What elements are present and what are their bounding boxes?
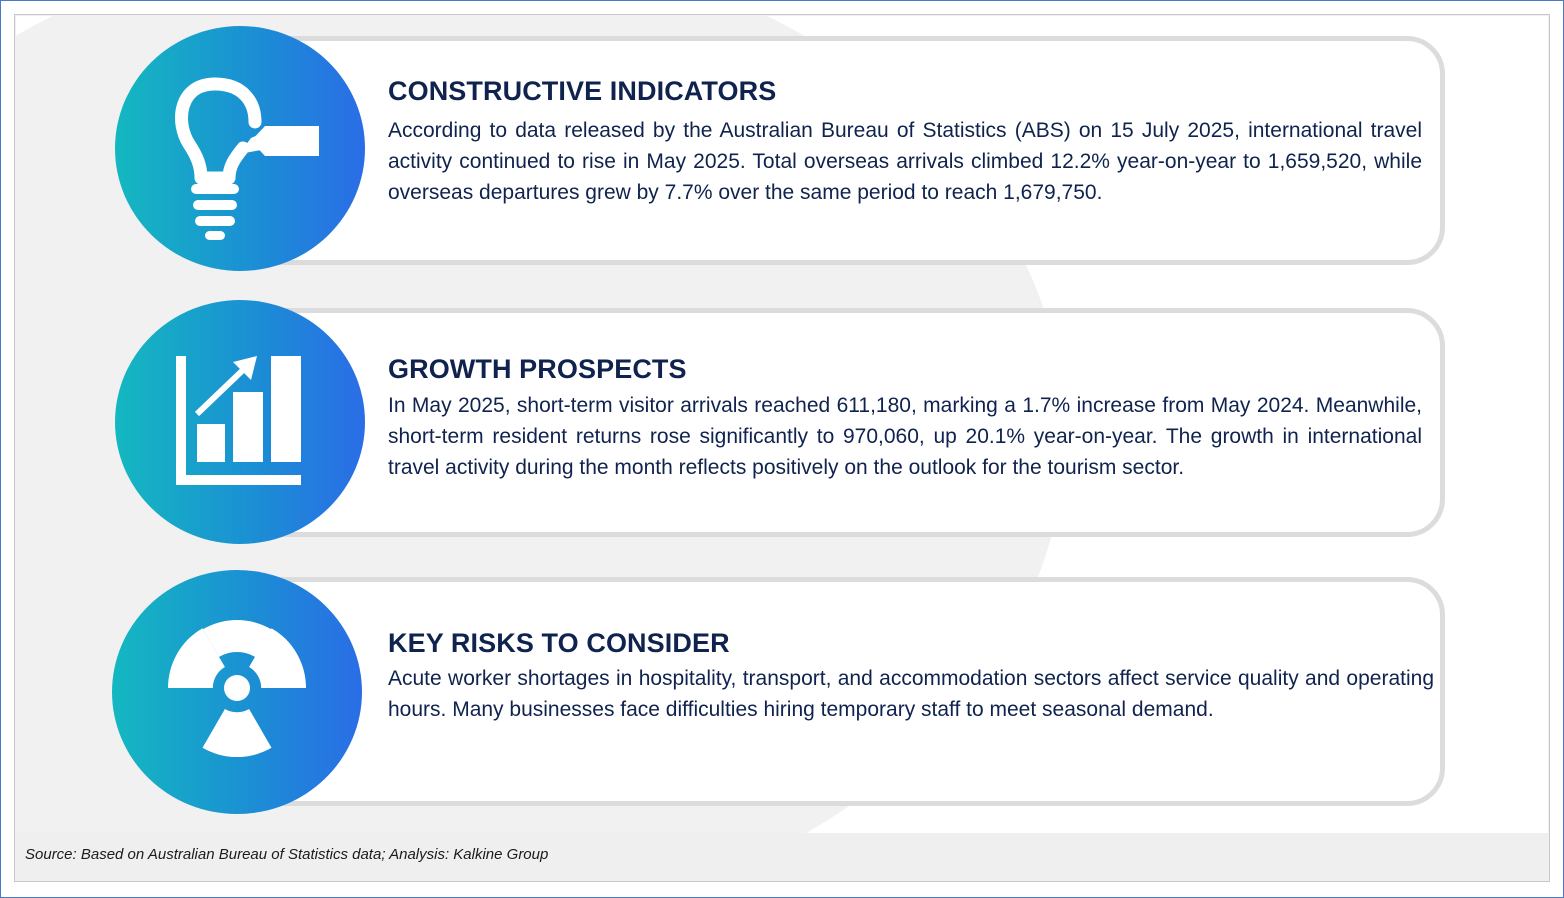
section-body: According to data released by the Australian Bureau of Statistics (ABS) on 15 July 2025, international travel activity continued to rise in May 2025. Total overseas arrivals climbed 12.2% year-on-year to 1,659,520, while overseas departures grew by 7.7% over the same period to reach 1,679,750. — [388, 119, 1422, 204]
section-body: In May 2025, short-term visitor arrivals reached 611,180, marking a 1.7% increase from May 2024. Meanwhile, short-term resident returns rose significantly to 970,060, up 20.1% year-on-year. The growth in international travel activity during the month reflects positively on the outlook for the tourism sector. — [388, 394, 1422, 479]
section-heading: CONSTRUCTIVE INDICATORS — [388, 76, 777, 106]
lightbulb-icon — [115, 26, 365, 271]
section-body: Acute worker shortages in hospitality, transport, and accommodation sectors affect service quality and operating hours. Many businesses face difficulties hiring temporary staff to meet seasonal demand. — [388, 667, 1434, 721]
source-note: Source: Based on Australian Bureau of Statistics data; Analysis: Kalkine Group — [25, 846, 549, 863]
section-icon-circle — [115, 300, 365, 544]
section-icon-circle — [112, 570, 362, 814]
section-heading: GROWTH PROSPECTS — [388, 354, 687, 384]
growth-chart-icon — [115, 300, 365, 544]
section-heading: KEY RISKS TO CONSIDER — [388, 628, 730, 658]
radiation-blades — [112, 570, 362, 814]
section-icon-circle — [115, 26, 365, 271]
